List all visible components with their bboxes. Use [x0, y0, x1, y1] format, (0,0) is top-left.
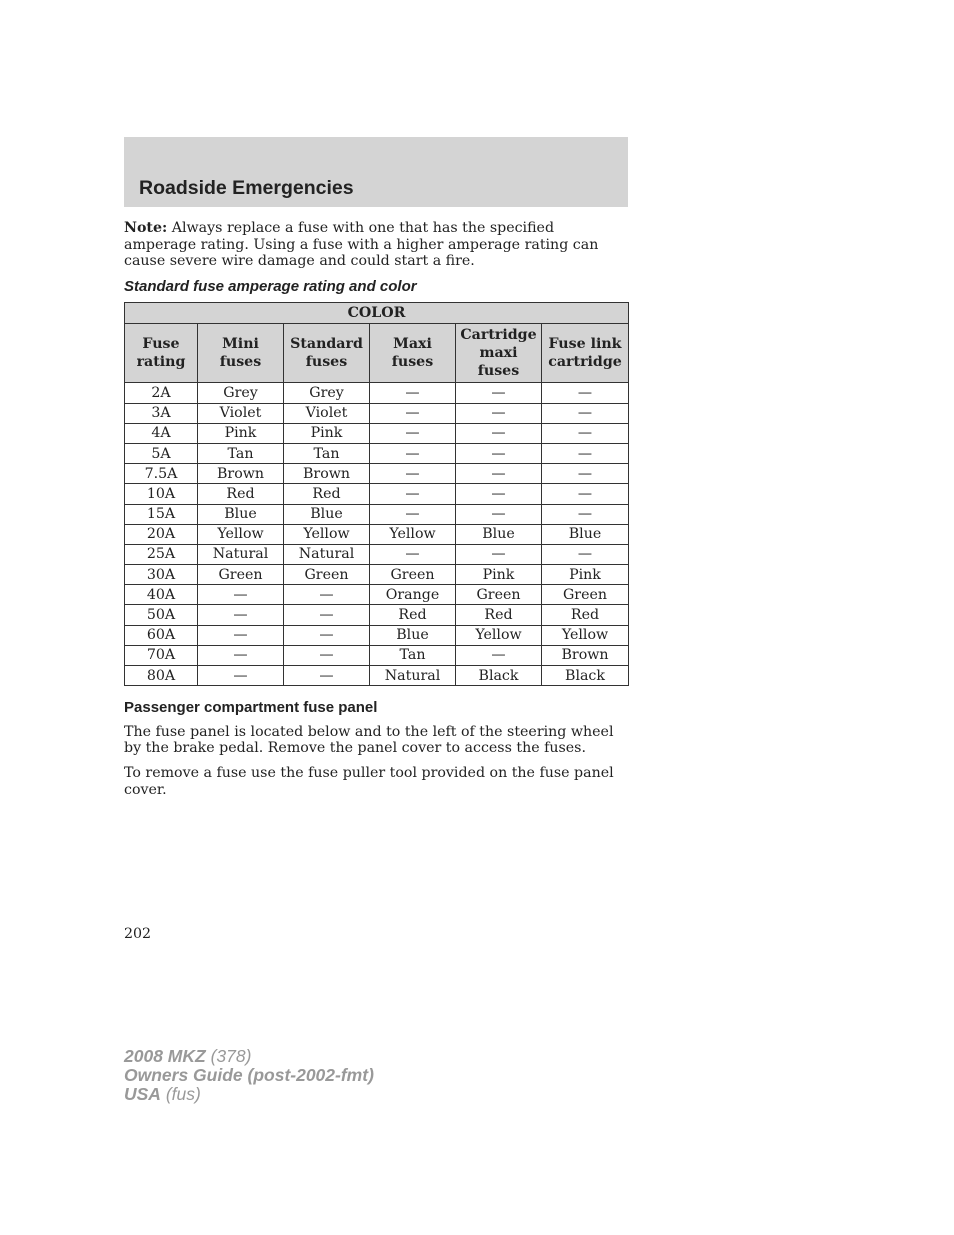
table-row — [125, 423, 629, 443]
page-title: Roadside Emergencies — [139, 177, 354, 199]
fuse-rating-cell: 30A — [125, 565, 198, 585]
fuse-rating-cell: 2A — [125, 383, 198, 403]
header-band — [124, 137, 628, 207]
fuse-color-cell: Yellow — [542, 625, 629, 645]
fuse-color-table — [124, 302, 629, 686]
column-header: Cartridge maxi fuses — [456, 324, 542, 383]
fuse-color-cell: — — [456, 403, 542, 423]
fuse-rating-cell: 70A — [125, 645, 198, 665]
fuse-color-cell: — — [542, 544, 629, 564]
fuse-color-cell: Violet — [284, 403, 370, 423]
table-column-header-row — [125, 324, 629, 383]
table-row — [125, 565, 629, 585]
fuse-color-cell: — — [542, 383, 629, 403]
fuse-color-cell: Blue — [456, 524, 542, 544]
fuse-color-cell: — — [370, 464, 456, 484]
fuse-color-cell: — — [542, 464, 629, 484]
fuse-rating-cell: 60A — [125, 625, 198, 645]
fuse-color-cell: Black — [542, 666, 629, 686]
fuse-color-cell: — — [456, 464, 542, 484]
table-row — [125, 504, 629, 524]
table-row — [125, 524, 629, 544]
table-row — [125, 464, 629, 484]
column-header: Standard fuses — [284, 324, 370, 383]
fuse-color-cell: Brown — [284, 464, 370, 484]
fuse-color-cell: — — [284, 645, 370, 665]
table-row — [125, 443, 629, 463]
fuse-color-cell: — — [284, 625, 370, 645]
table-row — [125, 645, 629, 665]
fuse-color-cell: Brown — [198, 464, 284, 484]
fuse-color-cell: Green — [542, 585, 629, 605]
fuse-color-cell: — — [284, 605, 370, 625]
fuse-color-cell: Grey — [198, 383, 284, 403]
fuse-color-cell: — — [198, 645, 284, 665]
table-row — [125, 625, 629, 645]
fuse-color-cell: — — [370, 504, 456, 524]
fuse-color-cell: Natural — [198, 544, 284, 564]
footer-model: 2008 MKZ — [124, 1046, 206, 1066]
footer-line-1 — [124, 1047, 374, 1066]
fuse-color-cell: Pink — [284, 423, 370, 443]
table-group-header: COLOR — [125, 303, 629, 324]
note-text: Always replace a fuse with one that has the specified amperage rating. Using a fuse with a higher amperage rating can cause severe wire damage and could start a fire. — [124, 220, 599, 270]
section-heading: Passenger compartment fuse panel — [124, 699, 378, 717]
fuse-color-cell: — — [456, 443, 542, 463]
fuse-color-cell: — — [198, 585, 284, 605]
fuse-color-cell: Black — [456, 666, 542, 686]
fuse-color-cell: — — [370, 443, 456, 463]
fuse-color-cell: Blue — [542, 524, 629, 544]
fuse-rating-cell: 10A — [125, 484, 198, 504]
footer-market: USA — [124, 1084, 161, 1104]
fuse-color-cell: Pink — [198, 423, 284, 443]
page-number: 202 — [124, 926, 152, 942]
fuse-color-cell: Yellow — [370, 524, 456, 544]
fuse-color-cell: — — [370, 403, 456, 423]
note-paragraph — [124, 220, 628, 270]
fuse-color-cell: — — [542, 484, 629, 504]
footer-line-2 — [124, 1066, 374, 1085]
fuse-color-cell: Green — [456, 585, 542, 605]
fuse-rating-cell: 50A — [125, 605, 198, 625]
section-paragraph-1: The fuse panel is located below and to the left of the steering wheel by the brake pedal. Remove the panel cover to access the fuses. — [124, 723, 614, 757]
fuse-rating-cell: 15A — [125, 504, 198, 524]
fuse-color-cell: Natural — [284, 544, 370, 564]
fuse-color-cell: — — [198, 625, 284, 645]
column-header: Maxi fuses — [370, 324, 456, 383]
fuse-color-cell: Red — [198, 484, 284, 504]
fuse-color-cell: — — [456, 544, 542, 564]
fuse-color-cell: — — [542, 403, 629, 423]
fuse-color-cell: Grey — [284, 383, 370, 403]
fuse-color-cell: Green — [198, 565, 284, 585]
fuse-color-cell: Green — [284, 565, 370, 585]
fuse-color-cell: Tan — [370, 645, 456, 665]
fuse-rating-cell: 3A — [125, 403, 198, 423]
fuse-color-cell: — — [542, 504, 629, 524]
column-header: Mini fuses — [198, 324, 284, 383]
fuse-color-cell: — — [370, 383, 456, 403]
fuse-color-cell: — — [198, 605, 284, 625]
table-row — [125, 403, 629, 423]
fuse-rating-cell: 5A — [125, 443, 198, 463]
fuse-color-cell: — — [542, 443, 629, 463]
fuse-color-cell: Red — [542, 605, 629, 625]
table-row — [125, 544, 629, 564]
section-paragraph-2: To remove a fuse use the fuse puller tool provided on the fuse panel cover. — [124, 764, 614, 798]
fuse-color-cell: Yellow — [284, 524, 370, 544]
fuse-color-cell: — — [370, 423, 456, 443]
fuse-color-cell: Blue — [284, 504, 370, 524]
footer-model-code: (378) — [205, 1046, 252, 1066]
footer-guide: Owners Guide (post-2002-fmt) — [124, 1065, 374, 1085]
document-footer — [124, 1047, 374, 1104]
table-title: Standard fuse amperage rating and color — [124, 277, 417, 295]
fuse-color-cell: — — [284, 585, 370, 605]
table-row — [125, 383, 629, 403]
fuse-color-cell: Yellow — [198, 524, 284, 544]
fuse-color-cell: Blue — [370, 625, 456, 645]
column-header: Fuse link cartridge — [542, 324, 629, 383]
table-row — [125, 484, 629, 504]
column-header: Fuse rating — [125, 324, 198, 383]
table-row — [125, 666, 629, 686]
note-label: Note: — [124, 220, 168, 236]
fuse-rating-cell: 7.5A — [125, 464, 198, 484]
footer-line-3 — [124, 1085, 374, 1104]
fuse-color-cell: Red — [456, 605, 542, 625]
fuse-color-cell: — — [198, 666, 284, 686]
fuse-color-cell: Blue — [198, 504, 284, 524]
fuse-color-cell: Orange — [370, 585, 456, 605]
table-row — [125, 605, 629, 625]
fuse-color-cell: — — [542, 423, 629, 443]
footer-market-code: (fus) — [160, 1084, 201, 1104]
fuse-color-cell: — — [456, 484, 542, 504]
fuse-color-cell: Natural — [370, 666, 456, 686]
fuse-rating-cell: 25A — [125, 544, 198, 564]
fuse-color-cell: — — [284, 666, 370, 686]
fuse-color-cell: Brown — [542, 645, 629, 665]
fuse-color-cell: Green — [370, 565, 456, 585]
fuse-color-cell: Red — [370, 605, 456, 625]
table-row — [125, 585, 629, 605]
fuse-color-cell: — — [456, 423, 542, 443]
page-content — [124, 220, 628, 806]
fuse-color-cell: Red — [284, 484, 370, 504]
fuse-color-cell: Tan — [198, 443, 284, 463]
fuse-color-cell: Tan — [284, 443, 370, 463]
table-group-header-row — [125, 303, 629, 324]
fuse-color-cell: — — [456, 645, 542, 665]
fuse-color-cell: Pink — [456, 565, 542, 585]
fuse-color-cell: Pink — [542, 565, 629, 585]
fuse-color-cell: — — [370, 544, 456, 564]
fuse-rating-cell: 80A — [125, 666, 198, 686]
fuse-rating-cell: 20A — [125, 524, 198, 544]
fuse-color-cell: — — [456, 383, 542, 403]
fuse-color-cell: — — [370, 484, 456, 504]
fuse-rating-cell: 4A — [125, 423, 198, 443]
fuse-rating-cell: 40A — [125, 585, 198, 605]
fuse-color-cell: Yellow — [456, 625, 542, 645]
fuse-color-cell: — — [456, 504, 542, 524]
fuse-color-cell: Violet — [198, 403, 284, 423]
table-body — [125, 383, 629, 686]
